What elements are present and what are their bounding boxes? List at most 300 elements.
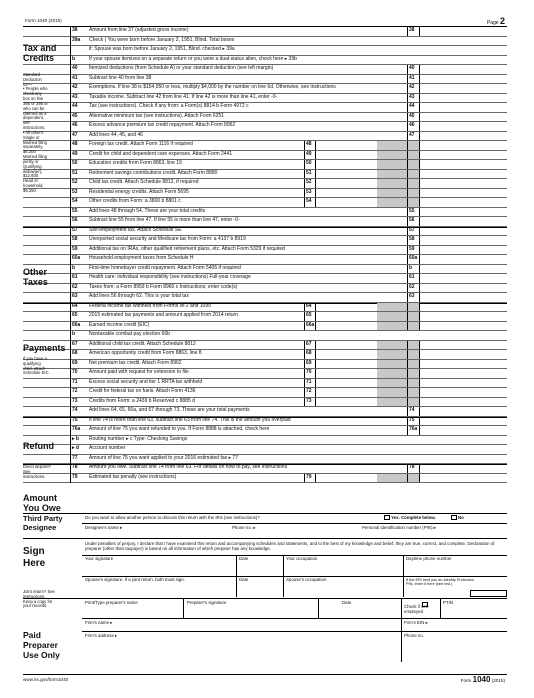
line-amount-field[interactable] bbox=[420, 75, 507, 84]
form-line-46 bbox=[23, 122, 507, 132]
yes-checkbox[interactable] bbox=[384, 515, 390, 520]
line-text: Self-employment tax. Attach Schedule SE bbox=[89, 226, 182, 233]
line-amount-field[interactable] bbox=[316, 179, 376, 188]
line-number: 53 bbox=[72, 188, 78, 195]
line-text: if: Spouse was born before January 2, 1951, Blind. checked ▸ 39a bbox=[89, 46, 235, 52]
line-text: Health care: individual responsibility (see instructions) Full-year coverage bbox=[89, 274, 251, 280]
form-line-b bbox=[23, 331, 507, 341]
line-text: Additional child tax credit. Attach Schedule 8812 bbox=[89, 340, 196, 347]
form-line-47 bbox=[23, 129, 507, 142]
line-text: Retirement savings contributions credit. Attach Form 8880 bbox=[89, 169, 218, 176]
note-line: Qualifying bbox=[23, 163, 42, 169]
line-text: First-time homebuyer credit repayment. Attach Form 5405 if required bbox=[89, 264, 241, 271]
line-number: 45 bbox=[72, 112, 78, 119]
your-signature-label: Your signature bbox=[85, 556, 114, 561]
line-text: Amount paid with request for extension to file bbox=[89, 369, 189, 375]
line-amount-field[interactable] bbox=[420, 132, 507, 141]
form-line-54 bbox=[23, 198, 507, 208]
line-number: 43 bbox=[72, 93, 78, 100]
line-box-number: 43 bbox=[407, 94, 420, 103]
line-amount-field[interactable] bbox=[420, 284, 507, 293]
line-box-number: 55 bbox=[407, 208, 420, 217]
line-box-number: 68 bbox=[304, 350, 316, 359]
line-box-number: 48 bbox=[304, 141, 316, 150]
form-line-63 bbox=[23, 293, 507, 303]
form-line-73 bbox=[23, 398, 507, 408]
no-checkbox[interactable] bbox=[451, 515, 457, 520]
section-paid-preparer: Paid Preparer Use Only bbox=[23, 630, 60, 660]
line-box-number: b bbox=[407, 265, 420, 274]
line-amount-field[interactable] bbox=[316, 379, 376, 388]
note-line: Single or bbox=[23, 134, 40, 140]
line-box-number: 71 bbox=[304, 379, 316, 388]
form-line-78 bbox=[23, 464, 507, 474]
form-line-51 bbox=[23, 170, 507, 180]
line-box-number: 47 bbox=[407, 132, 420, 141]
line-amount-field[interactable] bbox=[420, 246, 507, 255]
line-number: 64 bbox=[72, 302, 78, 309]
form-line-62 bbox=[23, 284, 507, 294]
line-box-number: 69 bbox=[304, 360, 316, 369]
line-text: Itemized deductions (from Schedule A) or your standard deduction (see left margin) bbox=[89, 65, 274, 71]
note-line: Direct deposit? bbox=[23, 464, 51, 469]
note-line: $6,300 bbox=[23, 149, 36, 155]
form-line-49 bbox=[23, 151, 507, 161]
line-text: Taxes from: a Form 8959 b Form 8960 c Instructions; enter code(s) bbox=[89, 283, 238, 290]
line-number: 38 bbox=[72, 27, 78, 33]
line-amount-field[interactable] bbox=[420, 208, 507, 217]
line-number: 59 bbox=[72, 245, 78, 252]
form-line-44 bbox=[23, 100, 507, 113]
note-line: separately, bbox=[23, 144, 44, 150]
line-amount-field[interactable] bbox=[316, 160, 376, 169]
note-line: Standard bbox=[23, 72, 40, 77]
line-amount-field[interactable] bbox=[316, 360, 376, 369]
line-number: 63 bbox=[72, 293, 78, 299]
line-box-number: 40 bbox=[407, 65, 420, 74]
note-line: Keep a copy for bbox=[23, 598, 53, 604]
line-amount-field[interactable] bbox=[316, 141, 376, 150]
line-text: If your spouse itemizes on a separate return or you were a dual-status alien, check here ▸ 39b bbox=[89, 55, 297, 62]
line-box-number: 62 bbox=[407, 284, 420, 293]
line-box-number: 50 bbox=[304, 160, 316, 169]
line-amount-field[interactable] bbox=[420, 103, 507, 112]
form-line-75 bbox=[23, 417, 507, 427]
form-line-52 bbox=[23, 179, 507, 189]
section-refund: Refund bbox=[23, 441, 54, 451]
pin-label: Personal identification number (PIN) ▸ bbox=[362, 525, 436, 530]
line-text: Subtract line 40 from line 38 bbox=[89, 74, 152, 81]
no-label: No bbox=[458, 515, 464, 520]
note-line: Joint return? See bbox=[23, 589, 55, 594]
line-amount-field[interactable] bbox=[316, 189, 376, 198]
line-number: 52 bbox=[72, 179, 78, 185]
line-text: Routing number ▸ c Type: Checking Savings bbox=[89, 435, 188, 442]
form-line-72 bbox=[23, 388, 507, 398]
form-line-38 bbox=[23, 27, 507, 37]
line-text: Earned income credit (EIC) bbox=[89, 321, 150, 328]
line-text: Taxable income. Subtract line 42 from line 41. If line 42 is more than line 41, enter -0- bbox=[89, 93, 278, 100]
line-number: 68 bbox=[72, 350, 78, 356]
line-number: 74 bbox=[72, 407, 78, 413]
line-number: 75 bbox=[72, 416, 78, 423]
line-box-number: 73 bbox=[304, 398, 316, 407]
ptin-label: PTIN bbox=[443, 600, 454, 605]
line-amount-field[interactable] bbox=[420, 293, 507, 302]
line-number: 72 bbox=[72, 388, 78, 394]
line-amount-field[interactable] bbox=[420, 417, 507, 426]
line-number: 44 bbox=[72, 103, 78, 109]
line-box-number: 54 bbox=[304, 198, 316, 207]
line-number: 55 bbox=[72, 207, 78, 214]
form-line-d bbox=[23, 445, 507, 455]
line-box-number: 49 bbox=[304, 151, 316, 160]
line-box-number: 61 bbox=[407, 274, 420, 283]
self-employed-label: Check if self-employed bbox=[404, 604, 430, 615]
self-employed-checkbox[interactable] bbox=[422, 602, 428, 607]
line-number: 51 bbox=[72, 169, 78, 176]
note-line: check any bbox=[23, 91, 42, 97]
line-text: Excess social security and tier 1 RRTA tax withheld bbox=[89, 378, 203, 385]
line-text: Exemptions. If line 38 is $154,950 or less, multiply $4,000 by the number on line 6d. Otherwise, see instructions bbox=[89, 84, 336, 90]
line-box-number: 51 bbox=[304, 170, 316, 179]
line-text: Credits from Form: a 2439 b Reserved c 8885 d bbox=[89, 397, 195, 404]
form-line-53 bbox=[23, 189, 507, 199]
payments-note bbox=[23, 357, 69, 376]
line-text: Alternative minimum tax (see instructions). Attach Form 6251 bbox=[89, 112, 225, 119]
yes-label: Yes. Complete below. bbox=[391, 515, 436, 520]
line-amount-field[interactable] bbox=[420, 265, 507, 274]
line-number: 49 bbox=[72, 150, 78, 157]
form-line-64 bbox=[23, 303, 507, 313]
date-label: Date bbox=[239, 556, 249, 561]
line-number: 57 bbox=[72, 226, 78, 233]
section-payments: Payments bbox=[23, 343, 66, 353]
note-line: $9,250 bbox=[23, 187, 36, 193]
line-amount-field[interactable] bbox=[420, 27, 507, 36]
note-line: Deduction bbox=[23, 76, 42, 82]
form-line-58 bbox=[23, 236, 507, 246]
perjury-statement: Under penalties of perjury, I declare that I have examined this return and accompanying schedules and statements, and to the best of my knowledge and belief, they are true, correct, and complete. Declaration of preparer (other than taxpayer) is based on all information of which preparer has any knowledge. bbox=[85, 541, 495, 552]
line-amount-field[interactable] bbox=[316, 151, 376, 160]
line-amount-field[interactable] bbox=[316, 303, 376, 312]
line-text: Credit for child and dependent care expenses. Attach Form 2441 bbox=[89, 150, 233, 157]
print-name-label: Print/Type preparer's name bbox=[85, 600, 138, 605]
note-line: • All others: bbox=[23, 129, 45, 135]
note-line: Schedule EIC. bbox=[23, 370, 50, 376]
line-amount-field[interactable] bbox=[316, 398, 376, 407]
daytime-phone-label: Daytime phone number bbox=[406, 556, 452, 561]
line-amount-field[interactable] bbox=[420, 113, 507, 122]
note-line: If you have a bbox=[23, 356, 47, 361]
line-box-number: 66a bbox=[304, 322, 316, 331]
line-text: Education credits from Form 8863, line 19 bbox=[89, 160, 182, 166]
line-text: Add lines 56 through 62. This is your total tax bbox=[89, 293, 189, 299]
line-number: 71 bbox=[72, 378, 78, 385]
line-amount-field[interactable] bbox=[316, 341, 376, 350]
line-text: Amount of line 75 you want applied to your 2016 estimated tax ▸ 77 bbox=[89, 454, 238, 461]
line-box-number: 38 bbox=[407, 27, 420, 36]
line-number: 42 bbox=[72, 84, 78, 90]
form-line-56 bbox=[23, 217, 507, 227]
firm-ein-label: Firm's EIN ▸ bbox=[404, 620, 428, 625]
line-box-number: 46 bbox=[407, 122, 420, 131]
line-text: American opportunity credit from Form 8863, line 8 bbox=[89, 350, 202, 356]
line-amount-field[interactable] bbox=[316, 388, 376, 397]
spouse-date-label: Date bbox=[239, 577, 249, 582]
line-amount-field[interactable] bbox=[420, 255, 507, 264]
line-number: b bbox=[72, 264, 76, 271]
spouse-occupation-label: Spouse's occupation bbox=[286, 577, 327, 582]
line-text: Account number bbox=[89, 445, 126, 451]
line-text: Household employment taxes from Schedule H bbox=[89, 255, 194, 261]
form-line-74 bbox=[23, 407, 507, 417]
line-text: If line 74 is more than line 63, subtract line 63 from line 74. This is the amount you overpaid bbox=[89, 416, 291, 423]
note-line: instructions. bbox=[23, 593, 46, 599]
note-line: Head of bbox=[23, 178, 38, 184]
line-text: Excess advance premium tax credit repayment. Attach Form 8962 bbox=[89, 122, 236, 128]
line-box-number: 79 bbox=[304, 474, 316, 483]
line-text: Net premium tax credit. Attach Form 8962 bbox=[89, 359, 182, 366]
line-amount-field[interactable] bbox=[420, 122, 507, 131]
line-box-number: 70 bbox=[304, 369, 316, 378]
line-text: Estimated tax penalty (see instructions) bbox=[89, 473, 177, 480]
phone-label: Phone no. ▸ bbox=[232, 525, 256, 530]
form-line-60a bbox=[23, 255, 507, 265]
line-box-number: 60a bbox=[407, 255, 420, 264]
line-amount-field[interactable] bbox=[420, 236, 507, 245]
line-number: 78 bbox=[72, 464, 78, 470]
line-number: 46 bbox=[72, 122, 78, 128]
line-box-number: 42 bbox=[407, 84, 420, 93]
third-party-question: Do you want to allow another person to discuss this return with the IRS (see instructions)? bbox=[85, 515, 260, 520]
line-box-number: 65 bbox=[304, 312, 316, 321]
page-header bbox=[23, 17, 507, 27]
line-box-number: 78 bbox=[407, 464, 420, 473]
line-number: 39a bbox=[72, 36, 81, 43]
line-text: Nontaxable combat pay election 66b bbox=[89, 331, 170, 337]
form-line-79 bbox=[23, 474, 507, 484]
form-line-48 bbox=[23, 141, 507, 151]
note-line: household, bbox=[23, 183, 44, 189]
line-amount-field[interactable] bbox=[420, 84, 507, 93]
line-number: b bbox=[72, 331, 76, 337]
form-line-cont bbox=[23, 46, 507, 56]
line-number: 67 bbox=[72, 340, 78, 347]
line-number: 41 bbox=[72, 74, 78, 81]
line-box-number: 76a bbox=[407, 426, 420, 435]
line-number: 47 bbox=[72, 131, 78, 138]
form-line-61 bbox=[23, 274, 507, 284]
line-number: 77 bbox=[72, 454, 78, 461]
note-line: jointly or bbox=[23, 158, 39, 164]
form-line-42 bbox=[23, 81, 507, 94]
footer-form: Form 1040 (2015) bbox=[460, 675, 505, 684]
form-line-40 bbox=[23, 65, 507, 75]
line-amount-field[interactable] bbox=[420, 65, 507, 74]
line-box-number: 64 bbox=[304, 303, 316, 312]
line-text: Credit for federal tax on fuels. Attach Form 4136 bbox=[89, 388, 196, 394]
ip-pin-label: If the IRS sent you an Identity Protection PIN, enter it here (see inst.) bbox=[406, 578, 474, 587]
line-amount-field[interactable] bbox=[316, 198, 376, 207]
line-text: Foreign tax credit. Attach Form 1116 if required bbox=[89, 141, 193, 147]
line-box-number: 63 bbox=[407, 293, 420, 302]
note-line: your records. bbox=[23, 603, 48, 609]
line-text: Amount you owe. Subtract line 74 from line 63. For details on how to pay, see instructions bbox=[89, 464, 288, 470]
line-amount-field[interactable] bbox=[316, 312, 376, 321]
section-other-taxes: Other Taxes bbox=[23, 267, 48, 288]
line-number: 40 bbox=[72, 65, 78, 71]
line-text: Residential energy credits. Attach Form 5695 bbox=[89, 188, 189, 195]
ip-pin-box[interactable] bbox=[470, 590, 507, 597]
line-text: Unreported social security and Medicare tax from Form: a 4137 b 8919 bbox=[89, 236, 246, 242]
line-amount-field[interactable] bbox=[316, 350, 376, 359]
line-box-number: 45 bbox=[407, 113, 420, 122]
form-line-71 bbox=[23, 379, 507, 389]
line-box-number: 52 bbox=[304, 179, 316, 188]
form-line-77 bbox=[23, 455, 507, 465]
line-text: Check { You were born before January 2, 1951, Blind. Total boxes bbox=[89, 36, 235, 43]
line-number: 66a bbox=[72, 321, 81, 328]
line-box-number: 53 bbox=[304, 189, 316, 198]
firm-phone-label: Phone no. bbox=[404, 633, 425, 638]
line-box-number: 56 bbox=[407, 217, 420, 226]
note-line: Married filing bbox=[23, 139, 47, 145]
form-line-b bbox=[23, 436, 507, 446]
note-line: dependent, bbox=[23, 115, 44, 121]
preparer-date-label: Date bbox=[342, 600, 352, 605]
form-line-76a bbox=[23, 426, 507, 436]
note-line: $12,600 bbox=[23, 173, 39, 179]
note-line: qualifying bbox=[23, 360, 41, 366]
line-amount-field[interactable] bbox=[316, 322, 376, 331]
form-line-59 bbox=[23, 246, 507, 256]
form-line-55 bbox=[23, 208, 507, 218]
line-amount-field[interactable] bbox=[420, 426, 507, 435]
line-number: 73 bbox=[72, 397, 78, 404]
line-number: 62 bbox=[72, 283, 78, 290]
note-line: child, attach bbox=[23, 365, 46, 371]
form-line-b bbox=[23, 56, 507, 66]
form-line-69 bbox=[23, 360, 507, 370]
section-third-party: Third Party Designee bbox=[23, 514, 63, 532]
section-tax-credits: Tax and Credits bbox=[23, 43, 57, 64]
form-label: Form 1040 (2015) bbox=[25, 18, 62, 23]
section-amount-owe: Amount You Owe bbox=[23, 493, 61, 514]
section-sign-here: Sign Here bbox=[23, 546, 46, 569]
note-line: for— bbox=[23, 81, 33, 87]
form-line-68 bbox=[23, 350, 507, 360]
line-amount-field[interactable] bbox=[420, 274, 507, 283]
line-number: 60a bbox=[72, 255, 81, 261]
line-box-number: 59 bbox=[407, 246, 420, 255]
line-box-number: 67 bbox=[304, 341, 316, 350]
line-text: Other credits from Form: a 3800 b 8801 c bbox=[89, 198, 181, 204]
sign-note bbox=[23, 590, 69, 609]
form-line-57 bbox=[23, 227, 507, 237]
note-line: box on line bbox=[23, 96, 44, 102]
line-box-number: 58 bbox=[407, 236, 420, 245]
line-number: 70 bbox=[72, 369, 78, 375]
line-number: 54 bbox=[72, 198, 78, 204]
note-line: who can be bbox=[23, 105, 45, 111]
line-number: ▸ b bbox=[72, 435, 79, 442]
refund-note bbox=[23, 465, 69, 479]
line-box-number: 74 bbox=[407, 407, 420, 416]
line-text: Amount of line 75 you want refunded to you. If Form 8888 is attached, check here bbox=[89, 426, 270, 432]
line-box-number: 41 bbox=[407, 75, 420, 84]
note-line: see bbox=[23, 120, 30, 126]
line-text: 2015 estimated tax payments and amount applied from 2014 return bbox=[89, 312, 238, 318]
form-line-65 bbox=[23, 312, 507, 322]
line-text: Federal income tax withheld from Forms W-2 and 1099 bbox=[89, 302, 211, 309]
note-line: 39a or 39b or bbox=[23, 100, 48, 106]
line-number: b bbox=[72, 55, 76, 62]
line-amount-field[interactable] bbox=[316, 474, 376, 483]
line-amount-field[interactable] bbox=[316, 170, 376, 179]
line-amount-field[interactable] bbox=[420, 464, 507, 473]
preparer-signature-label: Preparer's signature bbox=[187, 600, 227, 605]
form-line-39a bbox=[23, 37, 507, 47]
firm-name-label: Firm's name ▸ bbox=[85, 620, 113, 625]
line-number: ▸ d bbox=[72, 445, 79, 451]
line-text: Add lines 48 through 54. These are your total credits bbox=[89, 207, 206, 214]
std-deduction-note bbox=[23, 73, 69, 194]
note-line: • People who bbox=[23, 86, 48, 92]
line-number: 65 bbox=[72, 312, 78, 318]
line-box-number: 75 bbox=[407, 417, 420, 426]
line-number: 50 bbox=[72, 160, 78, 166]
line-number: 58 bbox=[72, 236, 78, 242]
line-text: Tax (see instructions). Check if any from: a Form(s) 8814 b Form 4972 c bbox=[89, 103, 249, 109]
note-line: Married filing bbox=[23, 154, 47, 160]
form-line-45 bbox=[23, 110, 507, 123]
note-line: instructions. bbox=[23, 473, 46, 479]
line-number: 69 bbox=[72, 359, 78, 366]
form-line-50 bbox=[23, 160, 507, 170]
line-text: Additional tax on IRAs, other qualified retirement plans, etc. Attach Form 5329 if required bbox=[89, 245, 285, 252]
line-text: Add lines 44, 45, and 46 bbox=[89, 131, 143, 138]
note-line: claimed as a bbox=[23, 110, 47, 116]
line-text: Child tax credit. Attach Schedule 8812, if required bbox=[89, 179, 199, 185]
line-number: 76a bbox=[72, 426, 81, 432]
designee-name-label: Designee's name ▸ bbox=[85, 525, 123, 530]
spouse-signature-label: Spouse's signature. If a joint return, both must sign. bbox=[85, 577, 185, 582]
form-line-66a bbox=[23, 322, 507, 332]
firm-address-label: Firm's address ▸ bbox=[85, 633, 118, 638]
page-number: Page 2 bbox=[486, 16, 505, 26]
occupation-label: Your occupation bbox=[286, 556, 318, 561]
note-line: See bbox=[23, 468, 31, 474]
line-number: 48 bbox=[72, 141, 78, 147]
note-line: instructions. bbox=[23, 125, 46, 131]
form-line-67 bbox=[23, 341, 507, 351]
line-number: 56 bbox=[72, 217, 78, 223]
form-line-43 bbox=[23, 91, 507, 104]
line-amount-field[interactable] bbox=[316, 369, 376, 378]
line-number: 79 bbox=[72, 473, 78, 480]
line-number bbox=[72, 46, 87, 47]
line-text: Add lines 64, 65, 66a, and 67 through 73. These are your total payments bbox=[89, 407, 250, 413]
line-amount-field[interactable] bbox=[420, 217, 507, 226]
line-box-number: 72 bbox=[304, 388, 316, 397]
line-text: Amount from line 37 (adjusted gross income) bbox=[89, 27, 189, 33]
line-amount-field[interactable] bbox=[420, 407, 507, 416]
line-amount-field[interactable] bbox=[420, 94, 507, 103]
irs-url[interactable]: www.irs.gov/form1040 bbox=[23, 677, 69, 682]
line-amount-field[interactable] bbox=[420, 227, 507, 236]
note-line: widow(er), bbox=[23, 168, 43, 174]
